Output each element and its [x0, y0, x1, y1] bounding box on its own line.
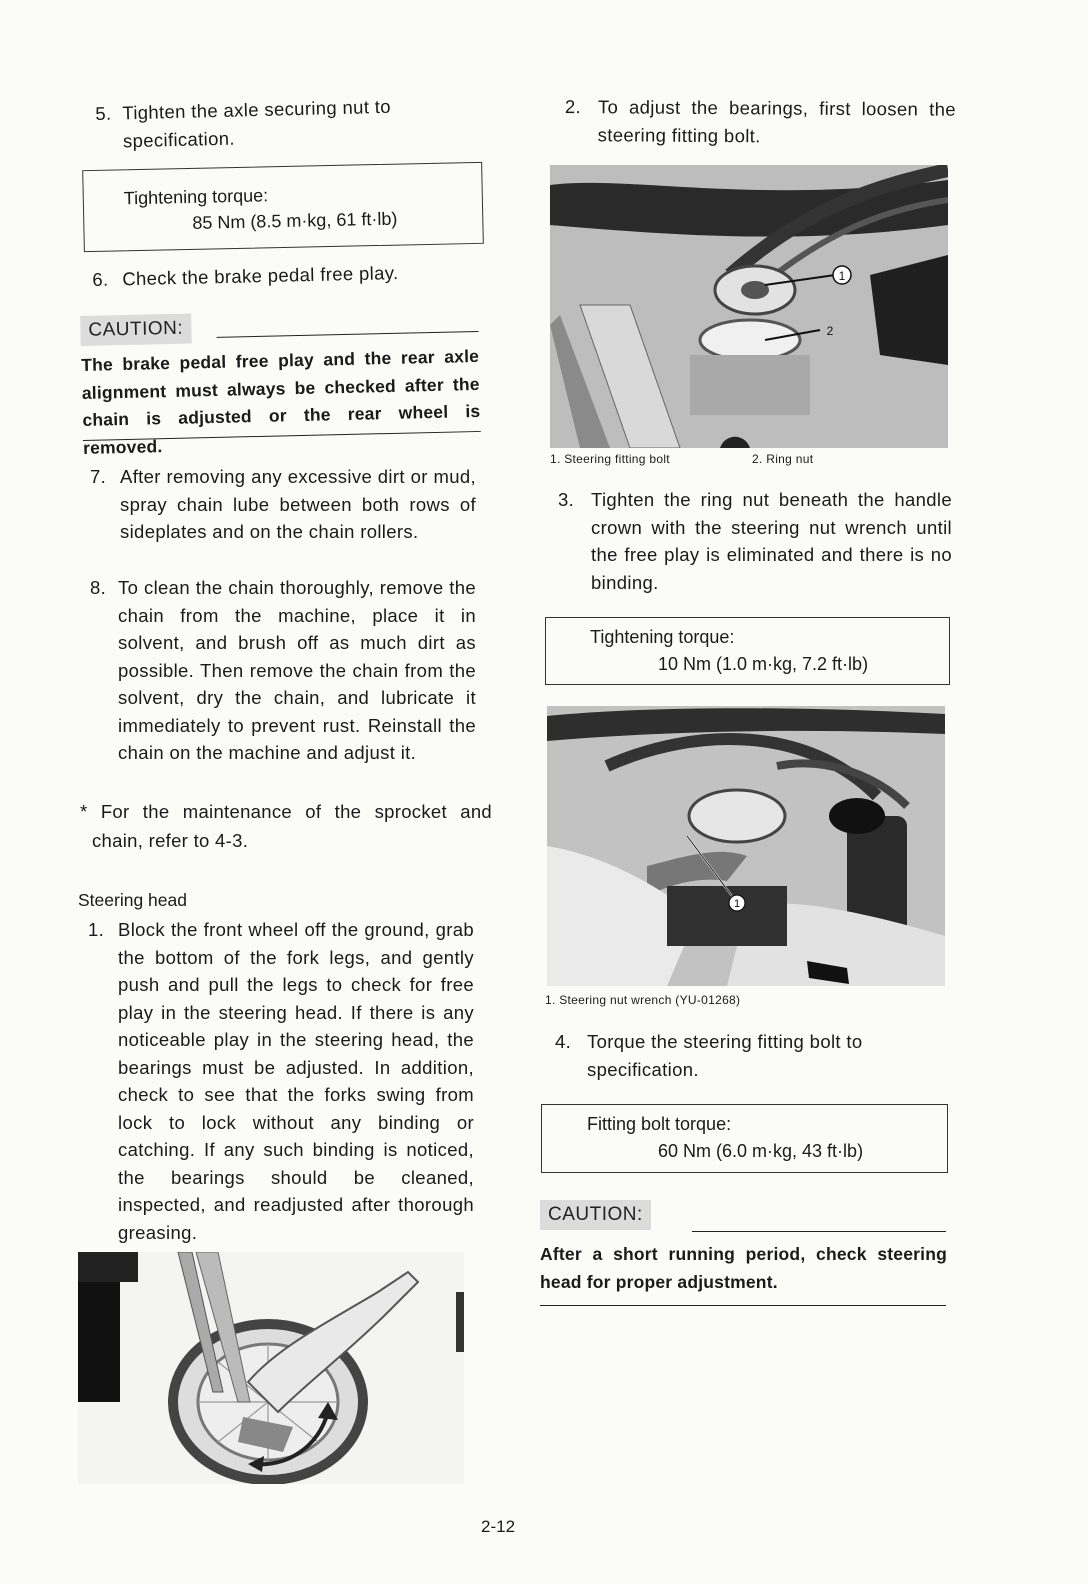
step-text: To clean the chain thoroughly, remove the chain from the machine, place it in solvent, and brush off as much dirt as possible. Then remove the chain from the solvent, dry the chain, and lubricate it immediately to prevent rust. Reinstall the chain on the machine and adjust it.	[118, 577, 476, 763]
step-number: 1.	[88, 919, 105, 940]
step-number: 6.	[92, 268, 109, 290]
torque-value: 85 Nm (8.5 m·kg, 61 ft·lb)	[192, 208, 398, 233]
photo-steering-nut-wrench	[547, 706, 945, 986]
step-5	[95, 91, 480, 151]
steering-bolt-illustration	[550, 165, 948, 448]
torque-box-ring-nut	[545, 617, 950, 685]
torque-value: 10 Nm (1.0 m·kg, 7.2 ft·lb)	[658, 654, 869, 674]
step-text: After removing any excessive dirt or mud, spray chain lube between both rows of sideplates and on the chain rollers.	[120, 466, 476, 542]
page-number: 2-12	[481, 1517, 516, 1536]
caution-top-rule	[217, 331, 479, 338]
caution-text: After a short running period, check steering head for proper adjustment.	[540, 1244, 947, 1292]
caution-top-rule	[692, 1231, 946, 1232]
step-text: Block the front wheel off the ground, grab the bottom of the fork legs, and gently push and pull the legs to check for free play in the steering head. If there is any noticeable play in the steering head, the bearings must be adjusted. In addition, check to see that the forks swing from lock to lock without any binding or catching. If any such binding is noticed, the bearings should be cleaned, inspected, and readjusted after thorough greasing.	[118, 919, 474, 1243]
step-text: Check the brake pedal free play.	[122, 262, 399, 290]
photo-steering-fitting-bolt	[550, 165, 948, 448]
step-text: To adjust the bearings, first loosen the steering fitting bolt.	[597, 96, 956, 146]
step-number: 7.	[90, 466, 107, 487]
torque-box-fitting-bolt	[541, 1104, 948, 1173]
caution-label: CAUTION:	[80, 313, 191, 346]
maintenance-note: * For the maintenance of the sprocket and chain, refer to 4-3.	[80, 801, 492, 851]
torque-value: 60 Nm (6.0 m·kg, 43 ft·lb)	[658, 1141, 864, 1161]
caution-block-steering	[540, 1198, 948, 1310]
torque-label: Tightening torque:	[123, 185, 269, 209]
step-2	[564, 93, 960, 146]
steering-wrench-illustration	[547, 706, 945, 986]
callout-1: 1	[838, 269, 846, 283]
step-number: 5.	[95, 102, 112, 124]
caution-label: CAUTION:	[540, 1200, 651, 1230]
torque-label: Tightening torque:	[590, 627, 735, 647]
torque-box-axle	[82, 162, 484, 252]
step-text: Tighten the axle securing nut to specification.	[122, 95, 392, 151]
torque-label: Fitting bolt torque:	[587, 1114, 732, 1134]
front-wheel-illustration	[78, 1252, 464, 1484]
photo-front-wheel	[78, 1252, 464, 1484]
callout-2: 2	[826, 324, 834, 338]
callout-1: 1	[733, 898, 741, 910]
caption-steering-nut-wrench: 1. Steering nut wrench (YU-01268)	[545, 993, 741, 1007]
step-number: 3.	[558, 489, 575, 510]
caution-bottom-rule	[540, 1305, 946, 1306]
step-number: 8.	[90, 577, 107, 598]
step-number: 2.	[564, 95, 582, 118]
caption-steering-fitting-bolt: 1. Steering fitting bolt	[550, 452, 670, 466]
step-text: Tighten the ring nut beneath the handle crown with the steering nut wrench until the free play is eliminated and there is no binding.	[591, 489, 952, 593]
caution-block-chain	[80, 303, 483, 458]
caution-text: The brake pedal free play and the rear axle alignment must always be checked after the chain is adjusted or the rear wheel is removed.	[80, 345, 481, 458]
step-6	[92, 257, 482, 290]
caption-ring-nut: 2. Ring nut	[752, 452, 814, 466]
step-text: Torque the steering fitting bolt to specification.	[587, 1031, 863, 1080]
step-number: 4.	[555, 1031, 572, 1052]
section-title-steering-head: Steering head	[78, 890, 187, 910]
